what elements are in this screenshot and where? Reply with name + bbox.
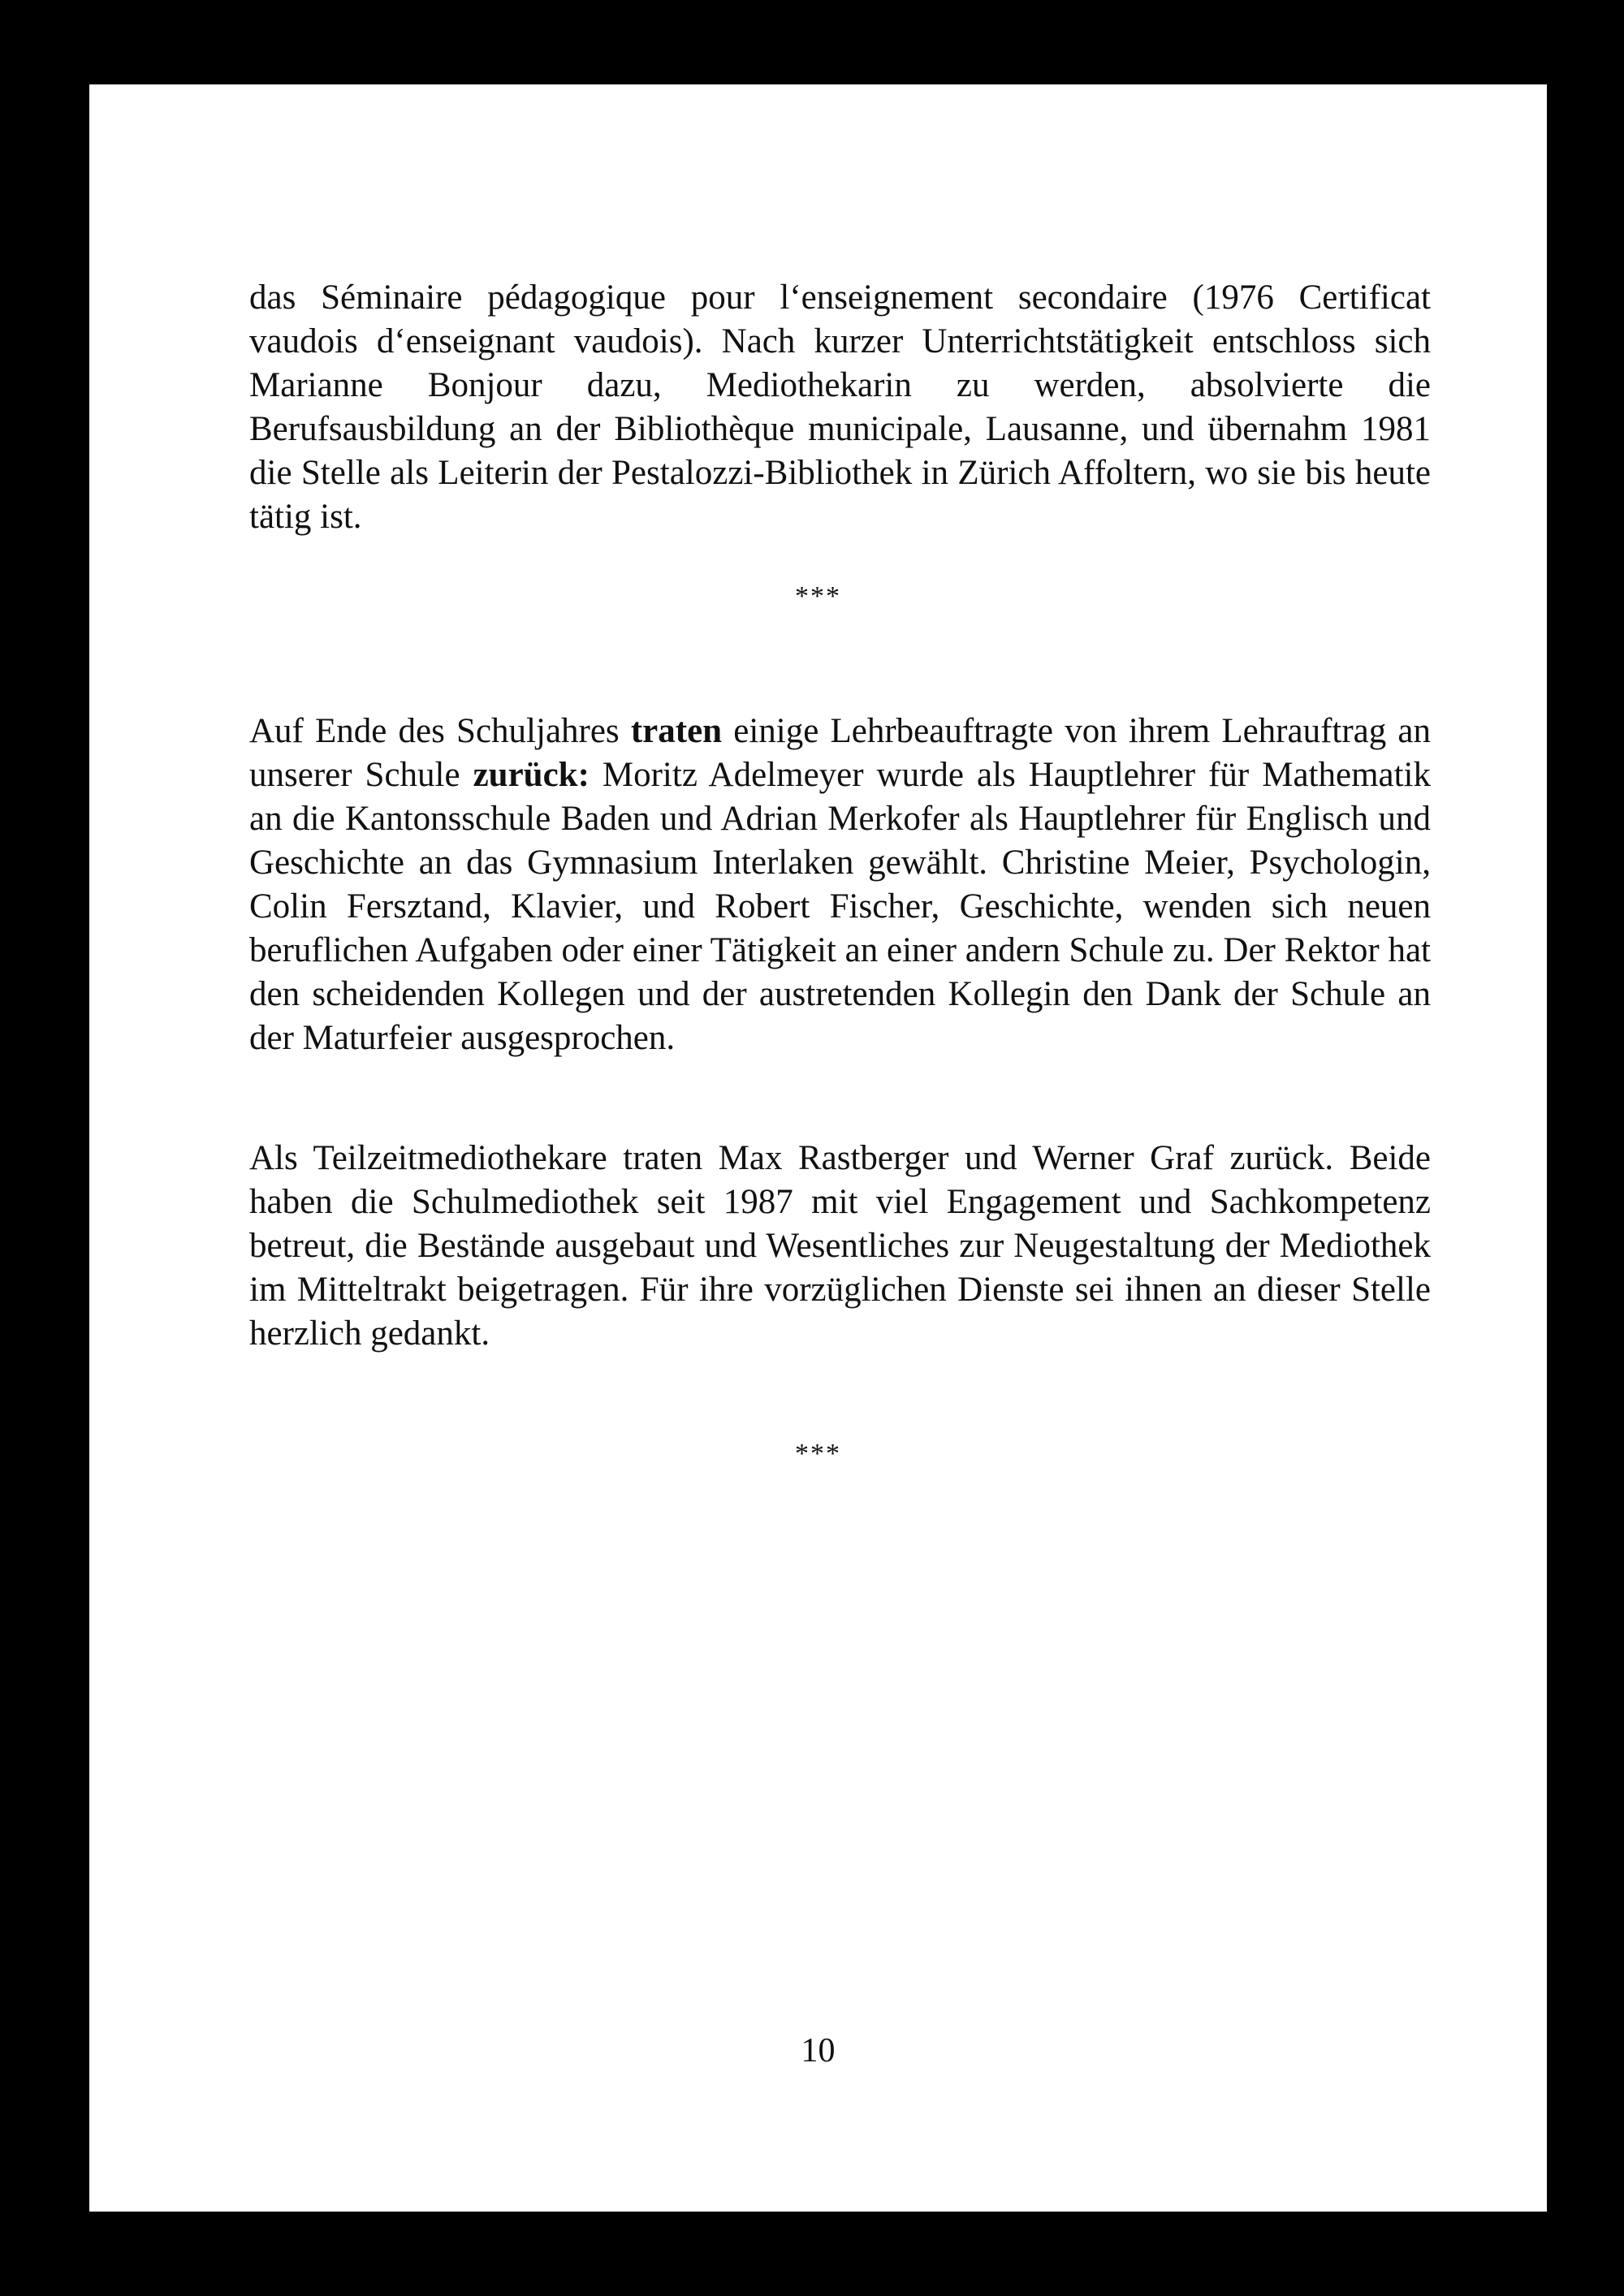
paragraph-text [249,710,1431,1060]
paragraph-bonjour-biography [249,276,1431,539]
page-number: 10 [801,2032,836,2069]
section-separator: *** [795,1439,841,1469]
bold-text: zurück: [473,756,590,794]
text-run: Moritz Adelmeyer wurde als Hauptlehrer für Mathematik an die Kantonsschule Baden und Adrian Merkofer als Hauptlehrer für Englisch und Geschichte an das Gymnasium Interlaken gewählt. Christine Meier, Psychologin, Colin Fersztand, Klavier, und Robert Fischer, Geschichte, wenden sich neuen beruflichen Aufgaben oder einer Tätigkeit an einer andern Schule zu. Der Rektor hat den scheidenden Kollegen und der austretenden Kollegin den Dank der Schule an der Maturfeier ausgesprochen. [249,756,1431,1057]
text-run: Auf Ende des Schuljahres [249,712,631,750]
text-run: einige Lehrbeauftragte von ihrem Lehrauftrag an unserer Schule [249,712,1432,794]
paragraph-text: Als Teilzeitmediothekare traten Max Rastberger und Werner Graf zurück. Beide haben die Schulmediothek seit 1987 mit viel Engagement und Sachkompetenz betreut, die Bestände ausgebaut und Wesentliches zur Neugestaltung der Mediothek im Mitteltrakt beigetragen. Für ihre vorzüglichen Dienste sei ihnen an dieser Stelle herzlich gedankt. [249,1139,1431,1353]
paragraph-departures [249,710,1431,1060]
paragraph-text: das Séminaire pédagogique pour l‘enseignement secondaire (1976 Certificat vaudois d‘enseignant vaudois). Nach kurzer Unterrichtstätigkeit entschloss sich Marianne Bonjour dazu, Mediothekarin zu werden, absolvierte die Berufsausbildung an der Bibliothèque municipale, Lausanne, und übernahm 1981 die Stelle als Leiterin der Pestalozzi-Bibliothek in Zürich Affoltern, wo sie bis heute tätig ist. [249,278,1431,536]
paragraph-mediothek-staff [249,1137,1431,1356]
document-page [89,84,1547,2212]
section-separator: *** [795,581,841,611]
bold-text: traten [630,712,723,750]
